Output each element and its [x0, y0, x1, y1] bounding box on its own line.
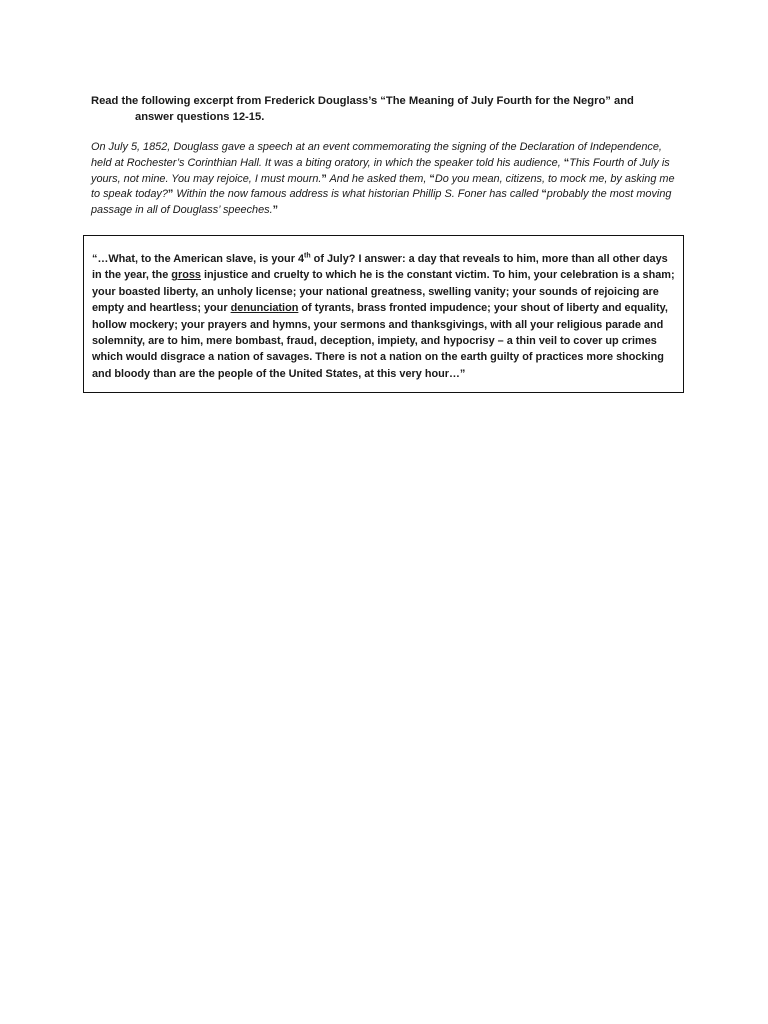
- ordinal-suffix: th: [304, 252, 311, 260]
- intro-quote-1: This Fourth of July is yours, not mine. You may rejoice, I must mourn.: [91, 156, 670, 185]
- open-quote-mark: “: [429, 172, 435, 185]
- intro-text-3: Within the now famous address is what historian Phillip S. Foner has called: [173, 188, 542, 201]
- intro-text-2: And he asked them,: [326, 172, 430, 185]
- intro-text-1: On July 5, 1852, Douglass gave a speech at an event commemorating the signing of the Declaration of Independence, held at Rochester’s Corinthian Hall. It was a biting oratory, in which the speaker told his audience,: [91, 141, 662, 169]
- excerpt-text: [92, 251, 675, 382]
- open-quote-mark: “: [563, 156, 570, 169]
- close-quote-mark: ”: [272, 204, 279, 217]
- instructions-line-1: Read the following excerpt from Frederick Douglass’s “The Meaning of July Fourth for the Negro” and: [91, 95, 634, 107]
- intro-quote-2: Do you mean, citizens, to mock me, by asking me to speak today?: [91, 172, 675, 201]
- excerpt-text-2: of July? I answer: a day that reveals to him, more than all other days in the year, the: [92, 253, 668, 282]
- instructions-line-2: answer questions 12-15.: [135, 111, 265, 123]
- instructions-heading: [91, 93, 691, 125]
- open-quote-mark: “: [541, 188, 547, 201]
- excerpt-text-4: of tyrants, brass fronted impudence; your shout of liberty and equality, hollow mockery; your prayers and hymns, your sermons and thanksgivings, with all your religious parade and solemnity, are to him, mere bombast, fraud, deception, impiety, and hypocrisy – a thin veil to cover up crimes which would disgrace a nation of savages. There is not a nation on the earth guilty of practices more shocking and bloody than are the people of the United States, at this very hour…”: [92, 302, 668, 380]
- intro-quote-3: probably the most moving passage in all of Douglass’ speeches.: [91, 188, 672, 217]
- vocab-word-gross: gross: [171, 269, 201, 282]
- close-quote-mark: ”: [321, 172, 327, 185]
- excerpt-text-1: “…What, to the American slave, is your 4: [92, 253, 305, 265]
- close-quote-mark: ”: [167, 188, 174, 201]
- excerpt-box: [83, 235, 684, 393]
- intro-paragraph: [91, 140, 681, 219]
- excerpt-text-3: injustice and cruelty to which he is the constant victim. To him, your celebration is a sham; your boasted liberty, an unholy license; your national greatness, swelling vanity; your sounds of rejoicing are empty and heartless; your: [92, 269, 675, 315]
- vocab-word-denunciation: denunciation: [230, 302, 299, 315]
